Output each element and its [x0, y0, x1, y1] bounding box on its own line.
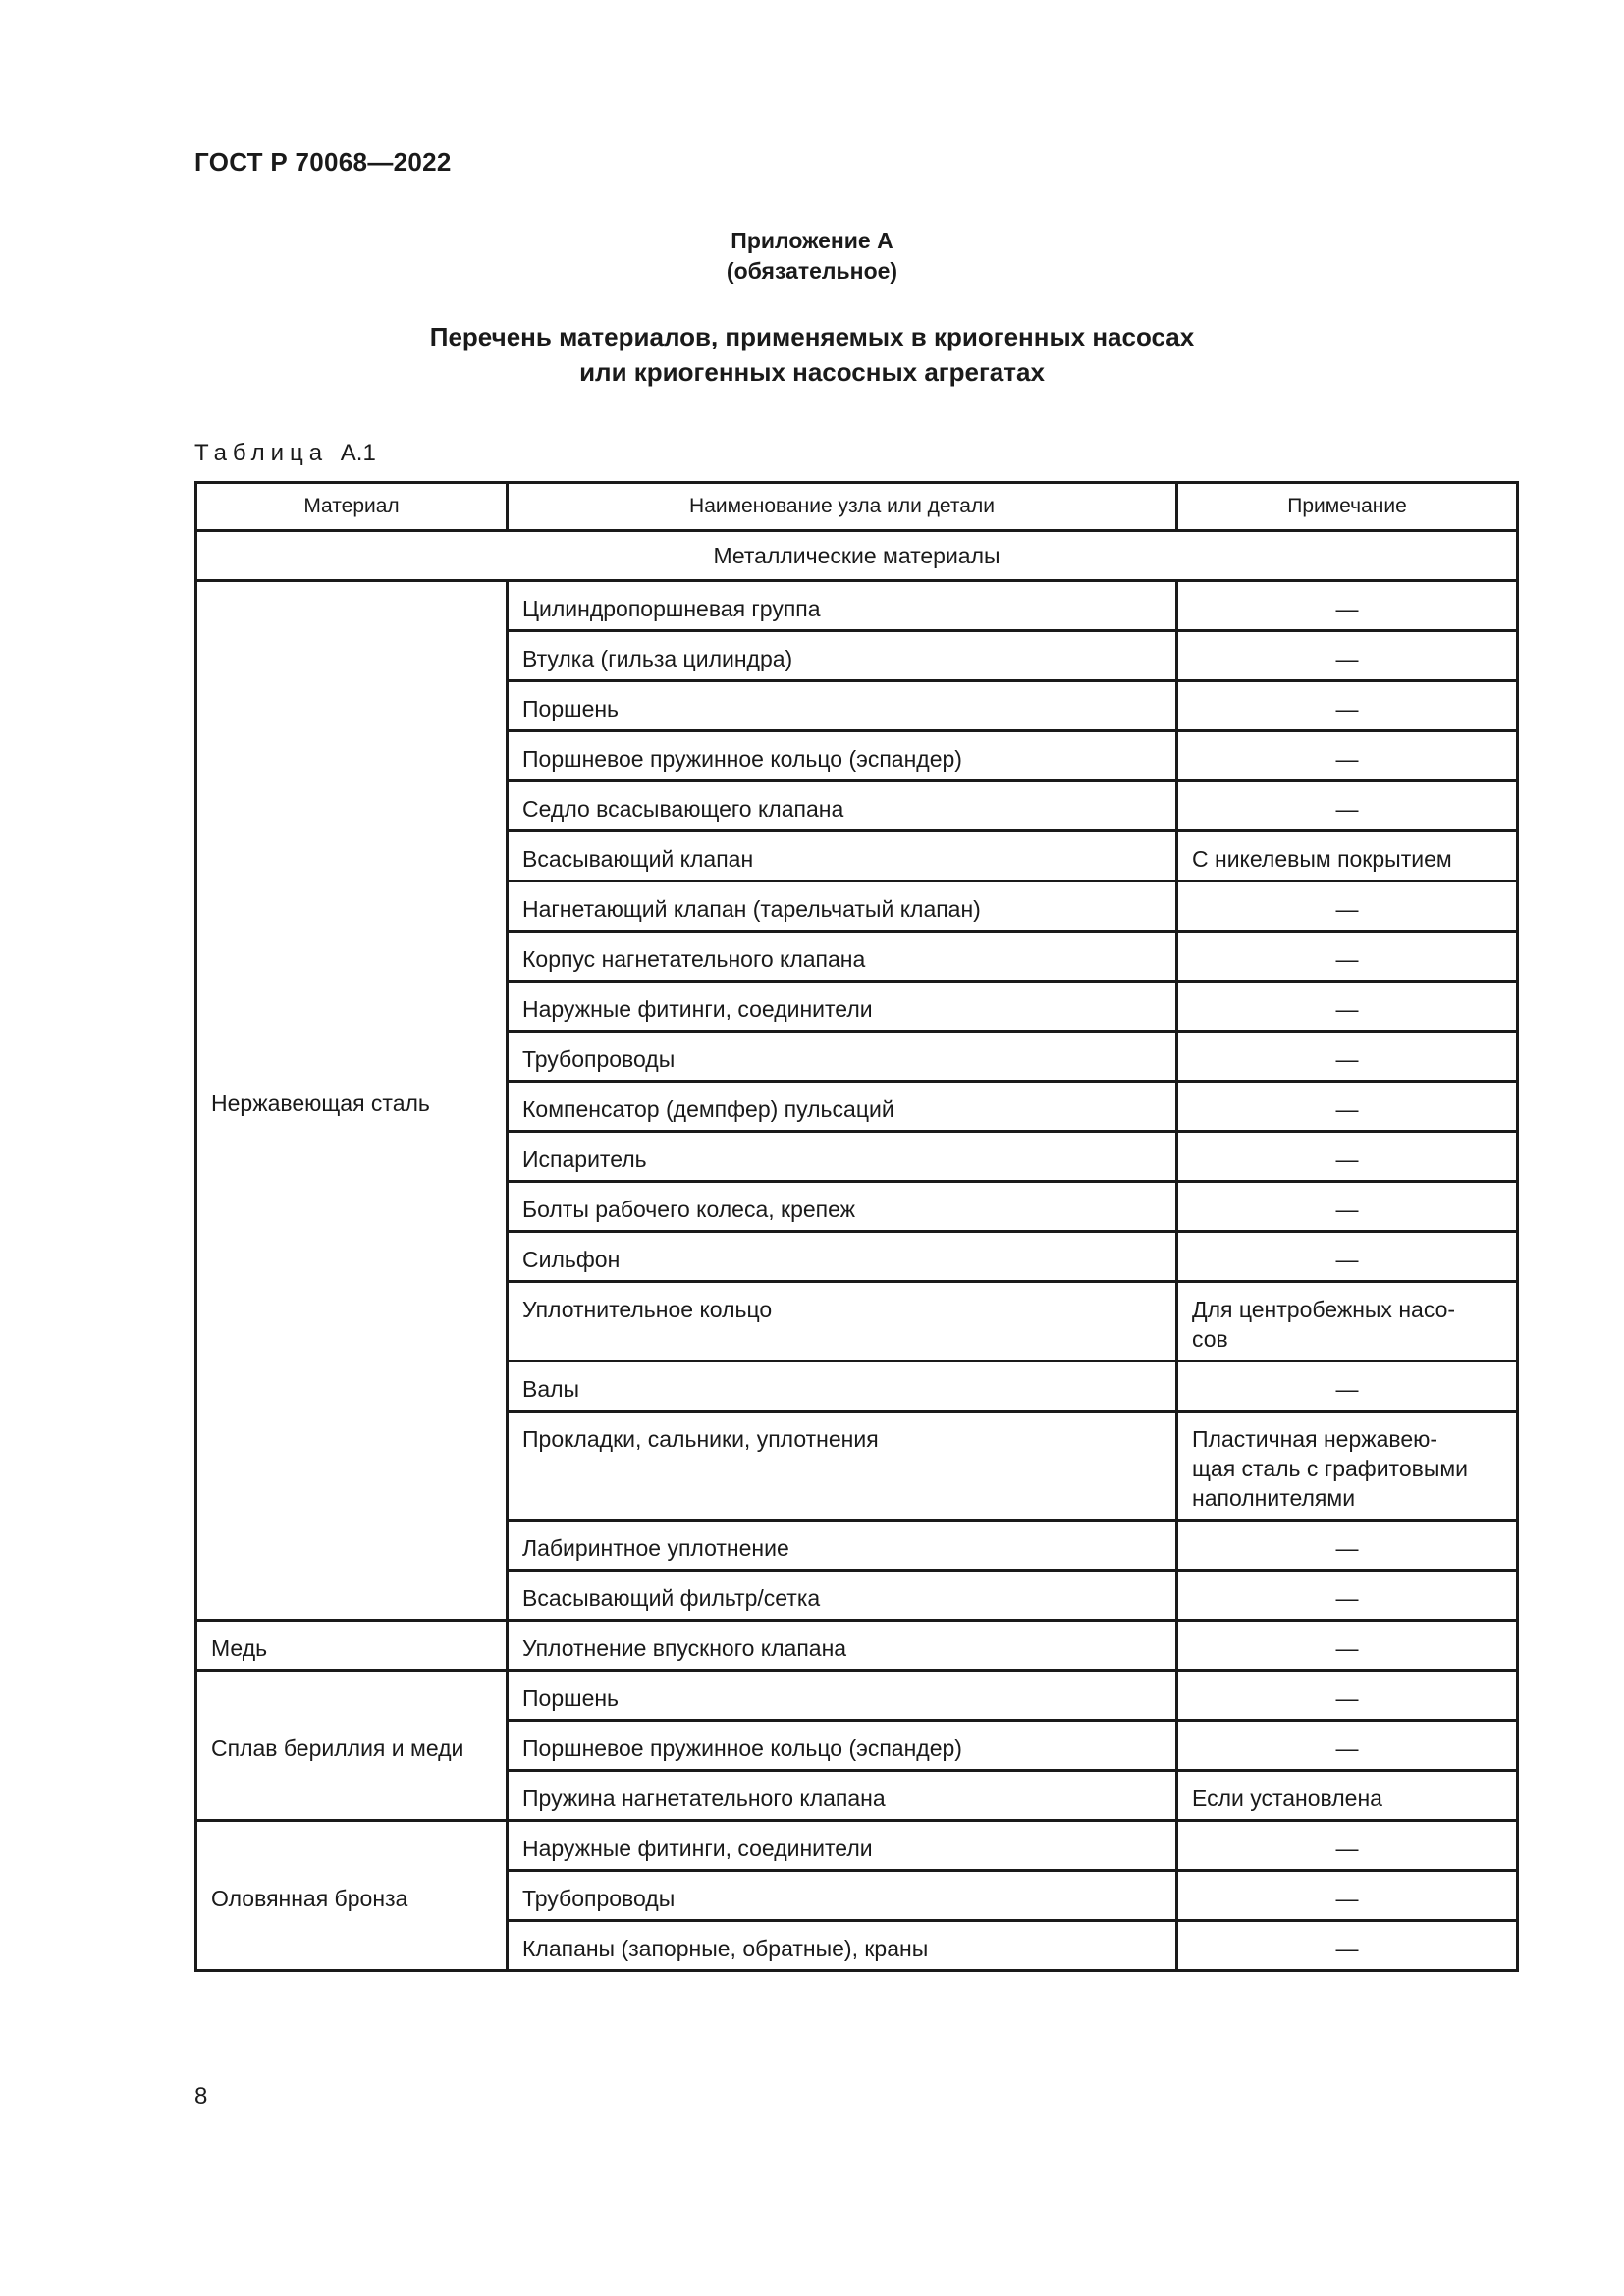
part-cell: Поршневое пружинное кольцо (эспандер) [508, 1721, 1177, 1771]
table-header-row [196, 483, 1518, 531]
column-header-material: Материал [196, 483, 508, 531]
part-cell: Испаритель [508, 1132, 1177, 1182]
appendix-status: (обязательное) [726, 258, 898, 284]
note-cell: Для центробежных насо- сов [1177, 1282, 1518, 1362]
note-cell: С никелевым покрытием [1177, 831, 1518, 881]
title-line-1: Перечень материалов, применяемых в криогенных насосах [429, 322, 1195, 351]
part-cell: Цилиндропоршневая группа [508, 581, 1177, 631]
note-cell: — [1177, 982, 1518, 1032]
note-cell: — [1177, 1821, 1518, 1871]
appendix-heading [0, 226, 1624, 287]
table-body [196, 531, 1518, 1971]
document-title [0, 319, 1624, 390]
table-row [196, 1671, 1518, 1721]
part-cell: Всасывающий фильтр/сетка [508, 1571, 1177, 1621]
column-header-note: Примечание [1177, 483, 1518, 531]
materials-table [194, 481, 1519, 1972]
column-header-part: Наименование узла или детали [508, 483, 1177, 531]
part-cell: Лабиринтное уплотнение [508, 1521, 1177, 1571]
part-cell: Наружные фитинги, соединители [508, 982, 1177, 1032]
note-cell: — [1177, 1571, 1518, 1621]
section-title: Металлические материалы [196, 531, 1518, 581]
note-cell: — [1177, 1182, 1518, 1232]
part-cell: Поршневое пружинное кольцо (эспандер) [508, 731, 1177, 781]
part-cell: Уплотнительное кольцо [508, 1282, 1177, 1362]
appendix-name: Приложение А [731, 228, 893, 253]
part-cell: Прокладки, сальники, уплотнения [508, 1412, 1177, 1521]
part-cell: Пружина нагнетательного клапана [508, 1771, 1177, 1821]
note-cell: — [1177, 1232, 1518, 1282]
note-cell: — [1177, 1871, 1518, 1921]
part-cell: Компенсатор (демпфер) пульсаций [508, 1082, 1177, 1132]
note-cell: — [1177, 681, 1518, 731]
part-cell: Трубопроводы [508, 1871, 1177, 1921]
material-cell: Нержавеющая сталь [196, 581, 508, 1621]
note-cell: — [1177, 1362, 1518, 1412]
part-cell: Сильфон [508, 1232, 1177, 1282]
note-cell: — [1177, 631, 1518, 681]
part-cell: Корпус нагнетательного клапана [508, 932, 1177, 982]
material-cell: Сплав бериллия и меди [196, 1671, 508, 1821]
part-cell: Трубопроводы [508, 1032, 1177, 1082]
note-cell: — [1177, 1032, 1518, 1082]
section-row [196, 531, 1518, 581]
note-cell: — [1177, 881, 1518, 932]
part-cell: Седло всасывающего клапана [508, 781, 1177, 831]
part-cell: Наружные фитинги, соединители [508, 1821, 1177, 1871]
note-cell: — [1177, 1721, 1518, 1771]
table-row [196, 1621, 1518, 1671]
note-cell: — [1177, 731, 1518, 781]
note-cell: — [1177, 1521, 1518, 1571]
note-cell: — [1177, 1621, 1518, 1671]
part-cell: Всасывающий клапан [508, 831, 1177, 881]
part-cell: Поршень [508, 681, 1177, 731]
note-cell: Если установлена [1177, 1771, 1518, 1821]
part-cell: Болты рабочего колеса, крепеж [508, 1182, 1177, 1232]
note-cell: — [1177, 1671, 1518, 1721]
note-cell: — [1177, 781, 1518, 831]
material-cell: Оловянная бронза [196, 1821, 508, 1971]
note-cell: — [1177, 1132, 1518, 1182]
note-cell: — [1177, 1921, 1518, 1971]
part-cell: Поршень [508, 1671, 1177, 1721]
table-row [196, 581, 1518, 631]
material-cell: Медь [196, 1621, 508, 1671]
table-caption-word: Таблица [194, 440, 329, 466]
part-cell: Втулка (гильза цилиндра) [508, 631, 1177, 681]
table-caption [194, 440, 376, 467]
part-cell: Уплотнение впускного клапана [508, 1621, 1177, 1671]
note-cell: — [1177, 581, 1518, 631]
part-cell: Клапаны (запорные, обратные), краны [508, 1921, 1177, 1971]
table-caption-number: А.1 [340, 440, 376, 466]
document-code: ГОСТ Р 70068—2022 [194, 147, 452, 177]
note-cell: — [1177, 932, 1518, 982]
title-line-2: или криогенных насосных агрегатах [579, 357, 1045, 387]
part-cell: Нагнетающий клапан (тарельчатый клапан) [508, 881, 1177, 932]
page-number: 8 [194, 2083, 208, 2109]
table-row [196, 1821, 1518, 1871]
note-cell: Пластичная нержавею- щая сталь с графитовыми наполнителями [1177, 1412, 1518, 1521]
note-cell: — [1177, 1082, 1518, 1132]
part-cell: Валы [508, 1362, 1177, 1412]
